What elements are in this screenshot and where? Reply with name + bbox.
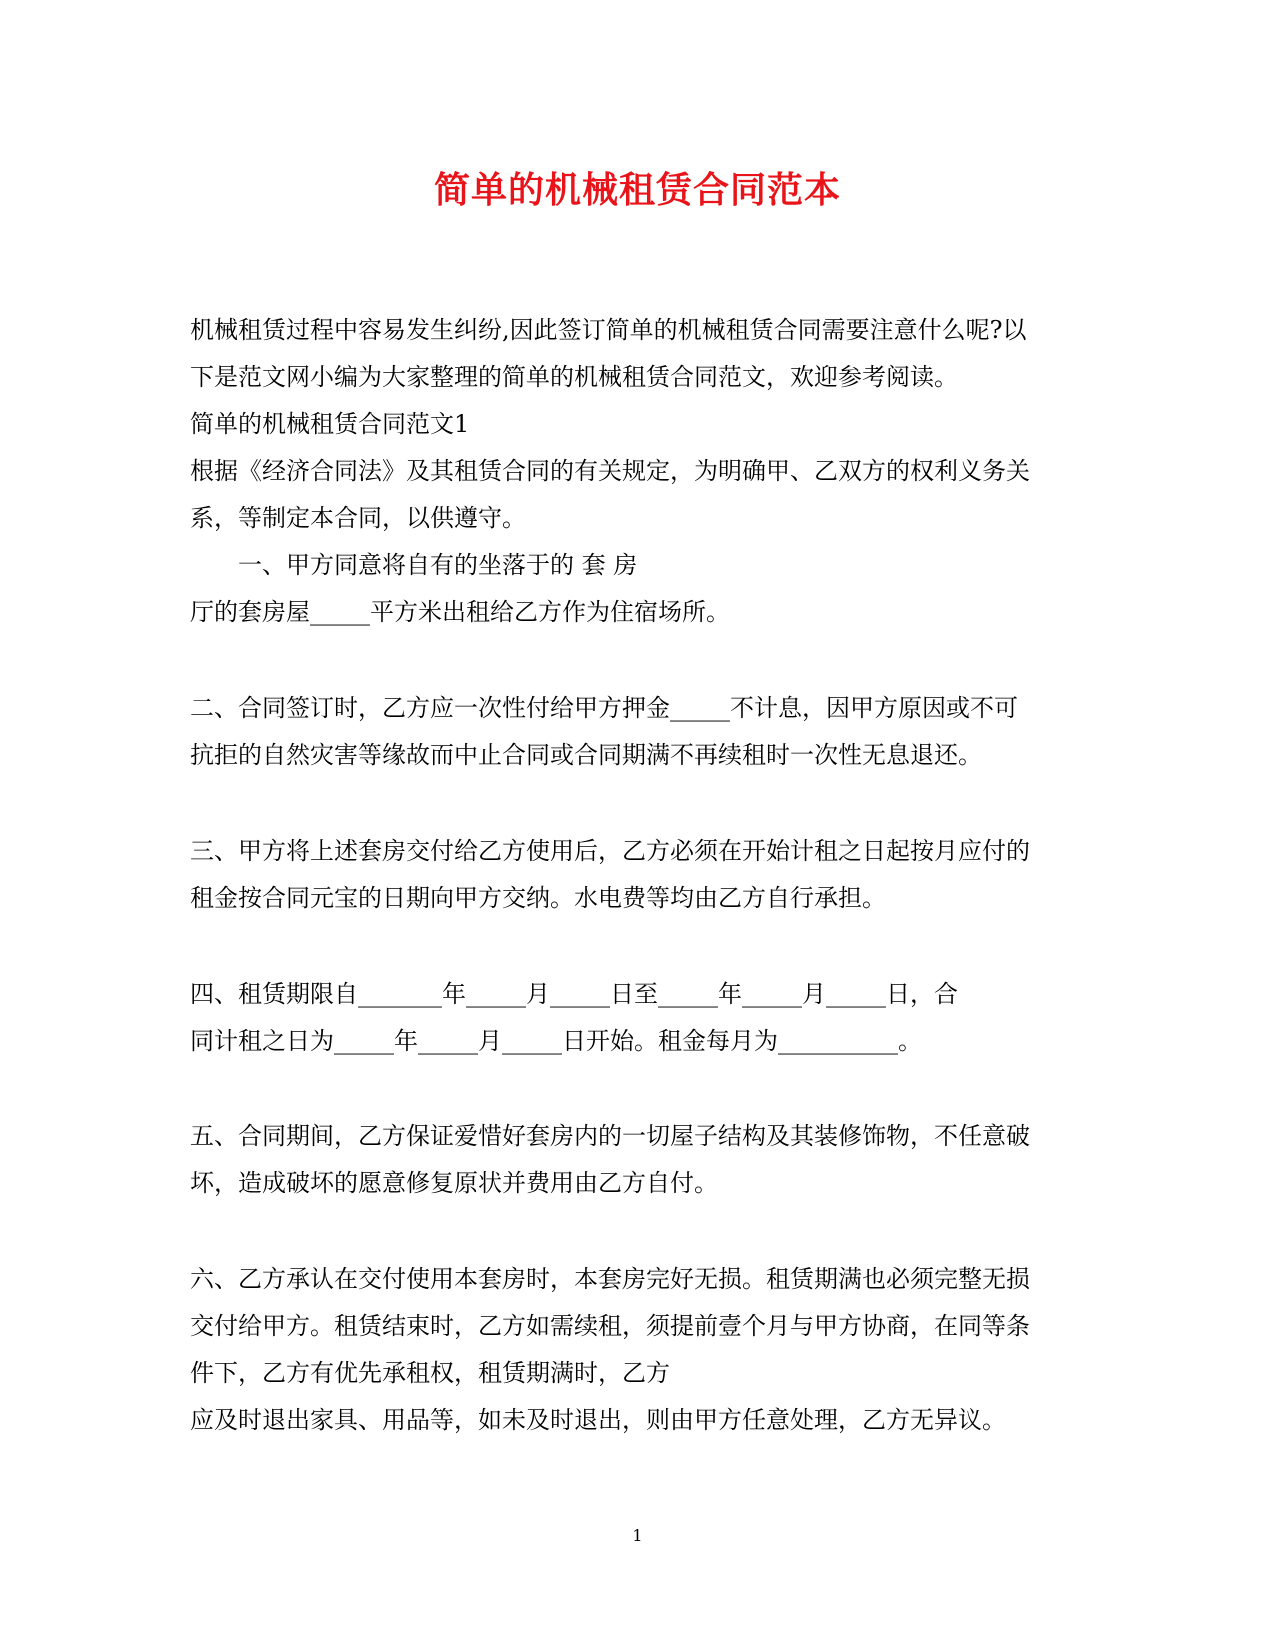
paragraph-line: 三、甲方将上述套房交付给乙方使用后，乙方必须在开始计租之日起按月应付的 bbox=[190, 837, 1030, 865]
paragraph-line: 应及时退出家具、用品等，如未及时退出，则由甲方任意处理，乙方无异议。 bbox=[190, 1406, 1006, 1434]
paragraph-line: 下是范文网小编为大家整理的简单的机械租赁合同范文，欢迎参考阅读。 bbox=[190, 363, 958, 391]
paragraph-line: 租金按合同元宝的日期向甲方交纳。水电费等均由乙方自行承担。 bbox=[190, 884, 886, 912]
paragraph-line: 交付给甲方。租赁结束时，乙方如需续租，须提前壹个月与甲方协商，在同等条 bbox=[190, 1312, 1030, 1340]
paragraph-line: 抗拒的自然灾害等缘故而中止合同或合同期满不再续租时一次性无息退还。 bbox=[190, 741, 982, 769]
paragraph-line: 根据《经济合同法》及其租赁合同的有关规定，为明确甲、乙双方的权利义务关 bbox=[190, 457, 1030, 485]
paragraph-line: 厅的套房屋_____平方米出租给乙方作为住宿场所。 bbox=[190, 598, 730, 626]
paragraph-line: 系，等制定本合同，以供遵守。 bbox=[190, 504, 526, 532]
page-number: 1 bbox=[632, 1526, 643, 1545]
paragraph-line: 四、租赁期限自_______年_____月_____日至_____年_____月_____日，合 bbox=[190, 980, 958, 1008]
paragraph-line: 机械租赁过程中容易发生纠纷,因此签订简单的机械租赁合同需要注意什么呢?以 bbox=[190, 316, 1027, 344]
paragraph-line: 一、甲方同意将自有的坐落于的 套 房 bbox=[190, 551, 638, 579]
paragraph-line: 五、合同期间，乙方保证爱惜好套房内的一切屋子结构及其装修饰物，不任意破 bbox=[190, 1122, 1030, 1150]
paragraph-line: 坏，造成破坏的愿意修复原状并费用由乙方自付。 bbox=[190, 1169, 718, 1197]
paragraph-line: 件下，乙方有优先承租权，租赁期满时，乙方 bbox=[190, 1359, 670, 1387]
paragraph-line: 同计租之日为_____年_____月_____日开始。租金每月为__________。 bbox=[190, 1027, 922, 1055]
paragraph-line: 二、合同签订时，乙方应一次性付给甲方押金_____不计息，因甲方原因或不可 bbox=[190, 694, 1018, 722]
paragraph-line: 六、乙方承认在交付使用本套房时，本套房完好无损。租赁期满也必须完整无损 bbox=[190, 1265, 1030, 1293]
paragraph-line: 简单的机械租赁合同范文1 bbox=[190, 410, 470, 438]
document-title: 简单的机械租赁合同范本 bbox=[433, 169, 841, 211]
